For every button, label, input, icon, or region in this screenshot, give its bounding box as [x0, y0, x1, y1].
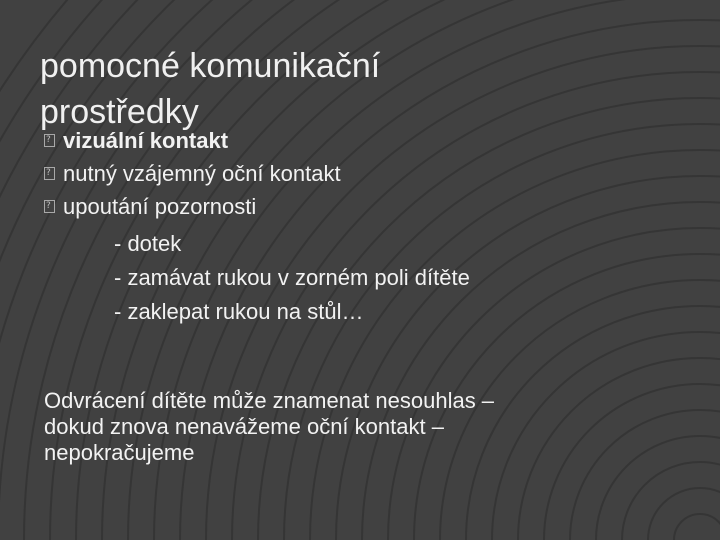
bullet-text: nutný vzájemný oční kontakt: [63, 161, 341, 186]
slide-title: [40, 43, 680, 135]
bullet-text: upoutání pozornosti: [63, 194, 257, 219]
note-paragraph: [44, 388, 684, 466]
slide-title-line-2: prostředky: [40, 92, 199, 131]
note-line-2: dokud znova nenavážeme oční kontakt –: [44, 414, 444, 439]
bullet-box-icon: [44, 167, 55, 180]
bullet-item-attention: [44, 190, 341, 223]
bullet-item-eye-contact: [44, 157, 341, 190]
bullet-text: vizuální kontakt: [63, 128, 229, 153]
subitem-knock-table: - zaklepat rukou na stůl…: [114, 299, 364, 324]
subitem-touch: - dotek: [114, 231, 182, 256]
slide-title-line-1: pomocné komunikační: [40, 46, 381, 85]
bullet-box-icon: [44, 200, 55, 213]
note-line-3: nepokračujeme: [44, 440, 195, 465]
note-line-1: Odvrácení dítěte může znamenat nesouhlas –: [44, 388, 495, 413]
bullet-list: [44, 124, 341, 223]
bullet-box-icon: [44, 134, 55, 147]
bullet-item-visual-contact: [44, 124, 341, 157]
subitem-wave-hand: - zamávat rukou v zorném poli dítěte: [114, 265, 470, 290]
attention-methods-list: [114, 227, 470, 329]
